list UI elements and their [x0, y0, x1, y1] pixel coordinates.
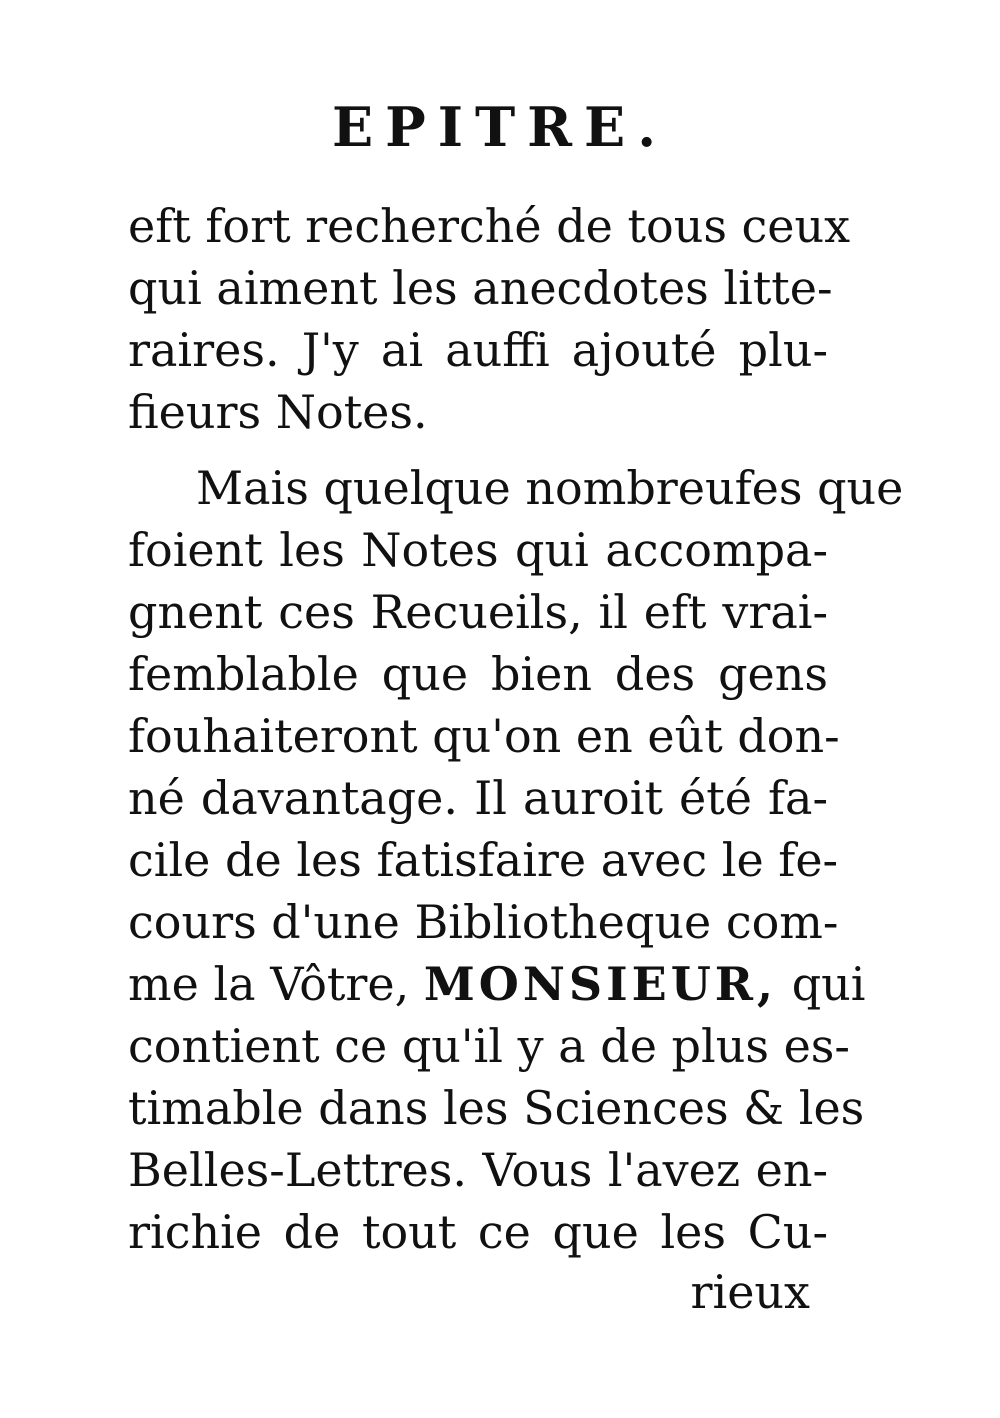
text-line: femblable que bien des gens — [128, 647, 828, 701]
text-line: contient ce qu'il y a de plus es- — [128, 1019, 850, 1073]
addressee-name: MONSIEUR, — [423, 957, 778, 1011]
text-line: qui aiment les anecdotes litte- — [128, 261, 833, 315]
text-line: Belles-Lettres. Vous l'avez en- — [128, 1143, 828, 1197]
text-fragment: me la Vôtre, — [128, 957, 410, 1011]
text-line: foient les Notes qui accompa- — [128, 523, 828, 577]
text-line: cile de les fatisfaire avec le fe- — [128, 833, 839, 887]
catchword: rieux — [690, 1265, 810, 1319]
text-line: gnent ces Recueils, il eft vrai- — [128, 585, 828, 639]
text-line: né davantage. Il auroit été fa- — [128, 771, 828, 825]
text-line: eft fort recherché de tous ceux — [128, 199, 851, 253]
text-line: fieurs Notes. — [128, 385, 428, 439]
text-line: cours d'une Bibliotheque com- — [128, 895, 839, 949]
text-line: timable dans les Sciences & les — [128, 1081, 865, 1135]
text-line: richie de tout ce que les Cu- — [128, 1205, 828, 1259]
text-line: raires. J'y ai auffi ajouté plu- — [128, 323, 828, 377]
text-line: fouhaiteront qu'on en eût don- — [128, 709, 840, 763]
running-title: EPITRE. — [331, 95, 669, 159]
text-fragment: qui — [791, 957, 866, 1011]
text-line: Mais quelque nombreufes que — [196, 461, 904, 515]
text-line-with-smallcaps — [128, 954, 866, 1014]
